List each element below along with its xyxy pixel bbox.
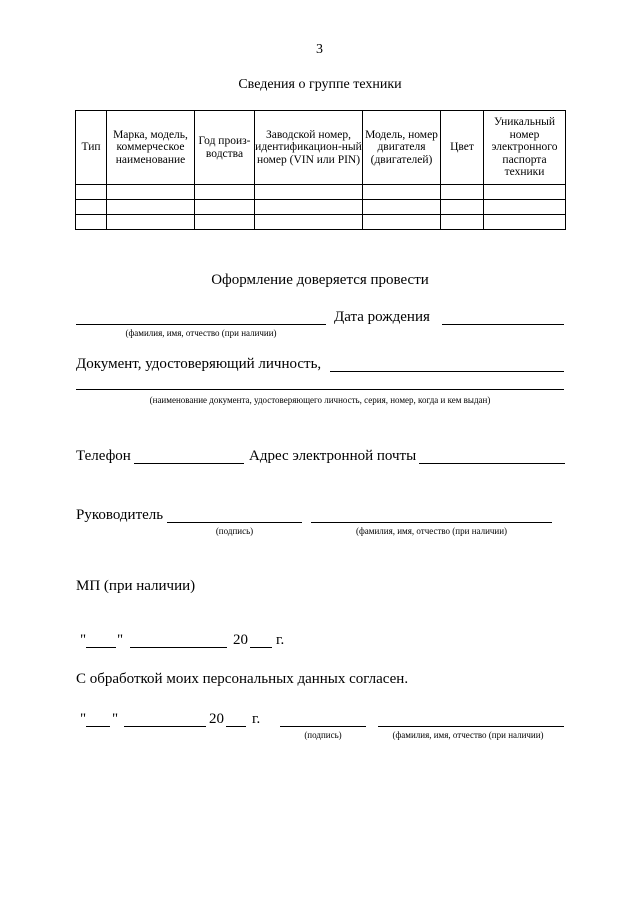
identity-doc-field[interactable]	[330, 371, 564, 372]
date1-year-suffix: г.	[276, 632, 285, 648]
table-row	[76, 215, 566, 230]
consent-signature-hint: (подпись)	[304, 730, 342, 740]
table-cell[interactable]	[363, 215, 441, 230]
trust-title: Оформление доверяется провести	[211, 272, 429, 288]
email-field[interactable]	[419, 463, 565, 464]
section-title: Сведения о группе техники	[238, 77, 402, 92]
date1-year-field[interactable]	[250, 647, 272, 648]
date2-day-field[interactable]	[86, 726, 110, 727]
head-fio-field[interactable]	[311, 522, 552, 523]
consent-fio-field[interactable]	[378, 726, 564, 727]
stamp-label: МП (при наличии)	[76, 578, 196, 594]
fio-hint: (фамилия, имя, отчество (при наличии)	[125, 328, 277, 338]
consent-fio-hint: (фамилия, имя, отчество (при наличии)	[392, 730, 544, 740]
table-header-row	[76, 111, 566, 185]
table-cell[interactable]	[107, 215, 195, 230]
date1-day-field[interactable]	[86, 647, 116, 648]
table-cell[interactable]	[441, 215, 484, 230]
table-row	[76, 200, 566, 215]
date2-close-quote: "	[112, 711, 119, 727]
table-cell[interactable]	[76, 215, 107, 230]
table-header-engine: Модель, номер двигателя (двигателей)	[363, 111, 441, 185]
phone-field[interactable]	[134, 463, 244, 464]
table-cell[interactable]	[76, 200, 107, 215]
date2-month-field[interactable]	[124, 726, 206, 727]
table-row	[76, 185, 566, 200]
birth-date-label: Дата рождения	[334, 309, 430, 325]
date1-open-quote: "	[80, 632, 87, 648]
table-cell[interactable]	[363, 200, 441, 215]
technique-table	[75, 110, 566, 230]
table-cell[interactable]	[195, 215, 255, 230]
date2-open-quote: "	[80, 711, 87, 727]
phone-label: Телефон	[76, 448, 131, 464]
table-cell[interactable]	[195, 185, 255, 200]
table-header-year: Год произ-водства	[195, 111, 255, 185]
table-header-color: Цвет	[441, 111, 484, 185]
email-label: Адрес электронной почты	[249, 448, 417, 464]
table-cell[interactable]	[484, 215, 566, 230]
table-cell[interactable]	[363, 185, 441, 200]
table-cell[interactable]	[441, 185, 484, 200]
table-cell[interactable]	[441, 200, 484, 215]
table-cell[interactable]	[484, 185, 566, 200]
fio-field[interactable]	[76, 324, 326, 325]
consent-signature-field[interactable]	[280, 726, 366, 727]
date2-year-suffix: г.	[252, 711, 261, 727]
table-header-brand: Марка, модель, коммерческое наименование	[107, 111, 195, 185]
head-signature-field[interactable]	[167, 522, 302, 523]
date1-close-quote: "	[117, 632, 124, 648]
table-cell[interactable]	[195, 200, 255, 215]
table-cell[interactable]	[255, 185, 363, 200]
date1-month-field[interactable]	[130, 647, 227, 648]
date2-year-field[interactable]	[226, 726, 246, 727]
date1-year-prefix: 20	[233, 632, 248, 648]
table-header-serial: Заводской номер, идентификацион-ный номер (VIN или PIN)	[255, 111, 363, 185]
table-header-passport: Уникальный номер электронного паспорта техники	[484, 111, 566, 185]
table-cell[interactable]	[107, 185, 195, 200]
identity-doc-hint: (наименование документа, удостоверяющего личность, серия, номер, когда и кем выдан)	[149, 395, 491, 405]
table-cell[interactable]	[76, 185, 107, 200]
identity-doc-label: Документ, удостоверяющий личность,	[76, 356, 322, 372]
head-signature-hint: (подпись)	[215, 526, 254, 536]
table-cell[interactable]	[107, 200, 195, 215]
identity-doc-field-2[interactable]	[76, 389, 564, 390]
head-fio-hint: (фамилия, имя, отчество (при наличии)	[355, 526, 508, 536]
consent-text: С обработкой моих персональных данных согласен.	[76, 671, 409, 687]
head-label: Руководитель	[76, 507, 164, 523]
table-cell[interactable]	[484, 200, 566, 215]
table-header-type: Тип	[76, 111, 107, 185]
table-cell[interactable]	[255, 200, 363, 215]
birth-date-field[interactable]	[442, 324, 564, 325]
table-cell[interactable]	[255, 215, 363, 230]
date2-year-prefix: 20	[209, 711, 224, 727]
page-number: 3	[316, 42, 323, 57]
